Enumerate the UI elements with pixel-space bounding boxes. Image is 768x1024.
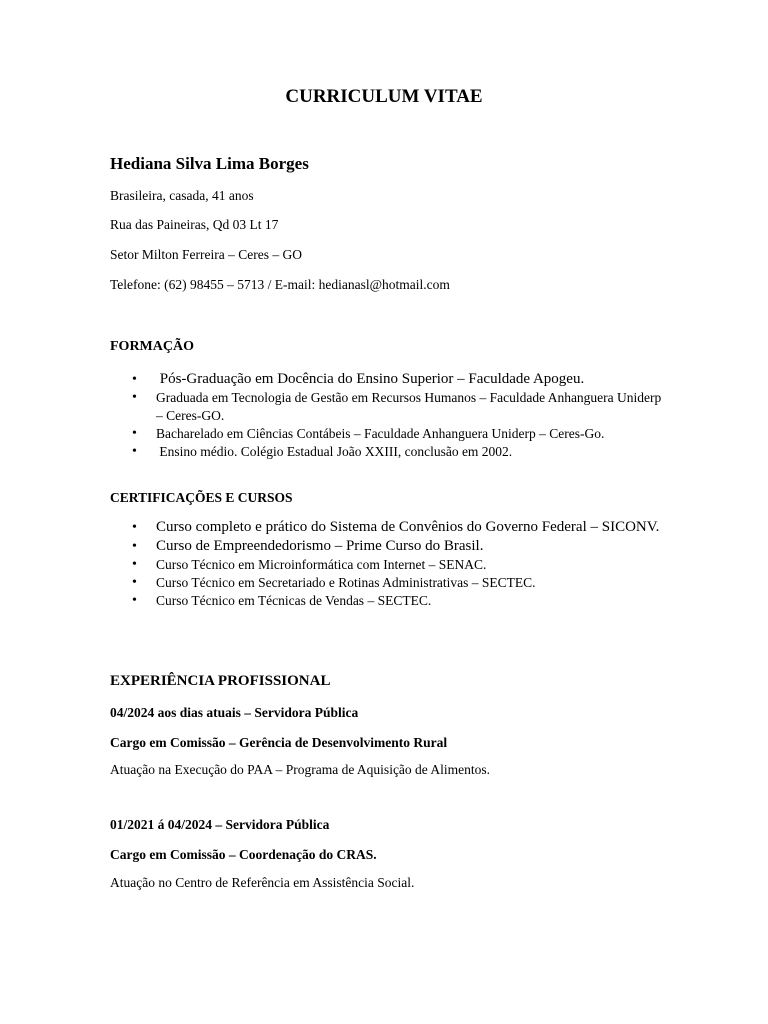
list-item-text: Graduada em Tecnologia de Gestão em Recursos Humanos – Faculdade Anhanguera Uniderp – Ceres-GO. xyxy=(156,390,662,423)
contact-line: Telefone: (62) 98455 – 5713 / E-mail: hedianasl@hotmail.com xyxy=(110,277,450,292)
job-role: Cargo em Comissão – Gerência de Desenvolvimento Rural xyxy=(110,735,448,750)
bullet-icon: • xyxy=(132,593,137,608)
bullet-icon: • xyxy=(132,444,137,459)
job-period: 04/2024 aos dias atuais – Servidora Pública xyxy=(110,705,359,720)
document-title: CURRICULUM VITAE xyxy=(285,86,483,107)
address-line: Rua das Paineiras, Qd 03 Lt 17 xyxy=(110,217,279,232)
bullet-icon: • xyxy=(132,557,137,572)
bullet-icon: • xyxy=(132,390,137,405)
section-heading-formacao: FORMAÇÃO xyxy=(110,339,194,354)
list-item-text: Curso completo e prático do Sistema de Convênios do Governo Federal – SICONV. xyxy=(156,519,660,535)
list-item-text: Curso Técnico em Técnicas de Vendas – SECTEC. xyxy=(156,593,432,608)
list-item-text: Curso Técnico em Microinformática com Internet – SENAC. xyxy=(156,557,487,572)
job-description: Atuação na Execução do PAA – Programa de Aquisição de Alimentos. xyxy=(110,762,491,777)
list-item xyxy=(110,443,670,461)
section-heading-experiencia: EXPERIÊNCIA PROFISSIONAL xyxy=(110,673,331,689)
list-item-text: Ensino médio. Colégio Estadual João XXIII, conclusão em 2002. xyxy=(156,444,513,459)
bullet-icon: • xyxy=(132,372,137,387)
list-item xyxy=(110,370,670,389)
list-item-text: Pós-Graduação em Docência do Ensino Superior – Faculdade Apogeu. xyxy=(156,371,585,387)
section-heading-certificacoes: CERTIFICAÇÕES E CURSOS xyxy=(110,490,293,505)
bullet-icon: • xyxy=(132,575,137,590)
job-description: Atuação no Centro de Referência em Assistência Social. xyxy=(110,875,415,890)
bullet-icon: • xyxy=(132,426,137,441)
list-item-text: Curso Técnico em Secretariado e Rotinas Administrativas – SECTEC. xyxy=(156,575,536,590)
formacao-list xyxy=(110,370,670,461)
personal-info-line: Brasileira, casada, 41 anos xyxy=(110,188,254,203)
job-role: Cargo em Comissão – Coordenação do CRAS. xyxy=(110,847,377,862)
neighborhood-line: Setor Milton Ferreira – Ceres – GO xyxy=(110,247,302,262)
bullet-icon: • xyxy=(132,539,137,554)
list-item xyxy=(110,556,670,574)
list-item xyxy=(110,425,670,443)
person-name: Hediana Silva Lima Borges xyxy=(110,154,309,173)
list-item xyxy=(110,518,670,537)
list-item xyxy=(110,537,670,556)
list-item xyxy=(110,389,670,425)
list-item-text: Curso de Empreendedorismo – Prime Curso do Brasil. xyxy=(156,538,484,554)
list-item xyxy=(110,592,670,610)
certificacoes-list xyxy=(110,518,670,610)
list-item xyxy=(110,574,670,592)
bullet-icon: • xyxy=(132,520,137,535)
job-period: 01/2021 á 04/2024 – Servidora Pública xyxy=(110,817,330,832)
list-item-text: Bacharelado em Ciências Contábeis – Faculdade Anhanguera Uniderp – Ceres-Go. xyxy=(156,426,605,441)
